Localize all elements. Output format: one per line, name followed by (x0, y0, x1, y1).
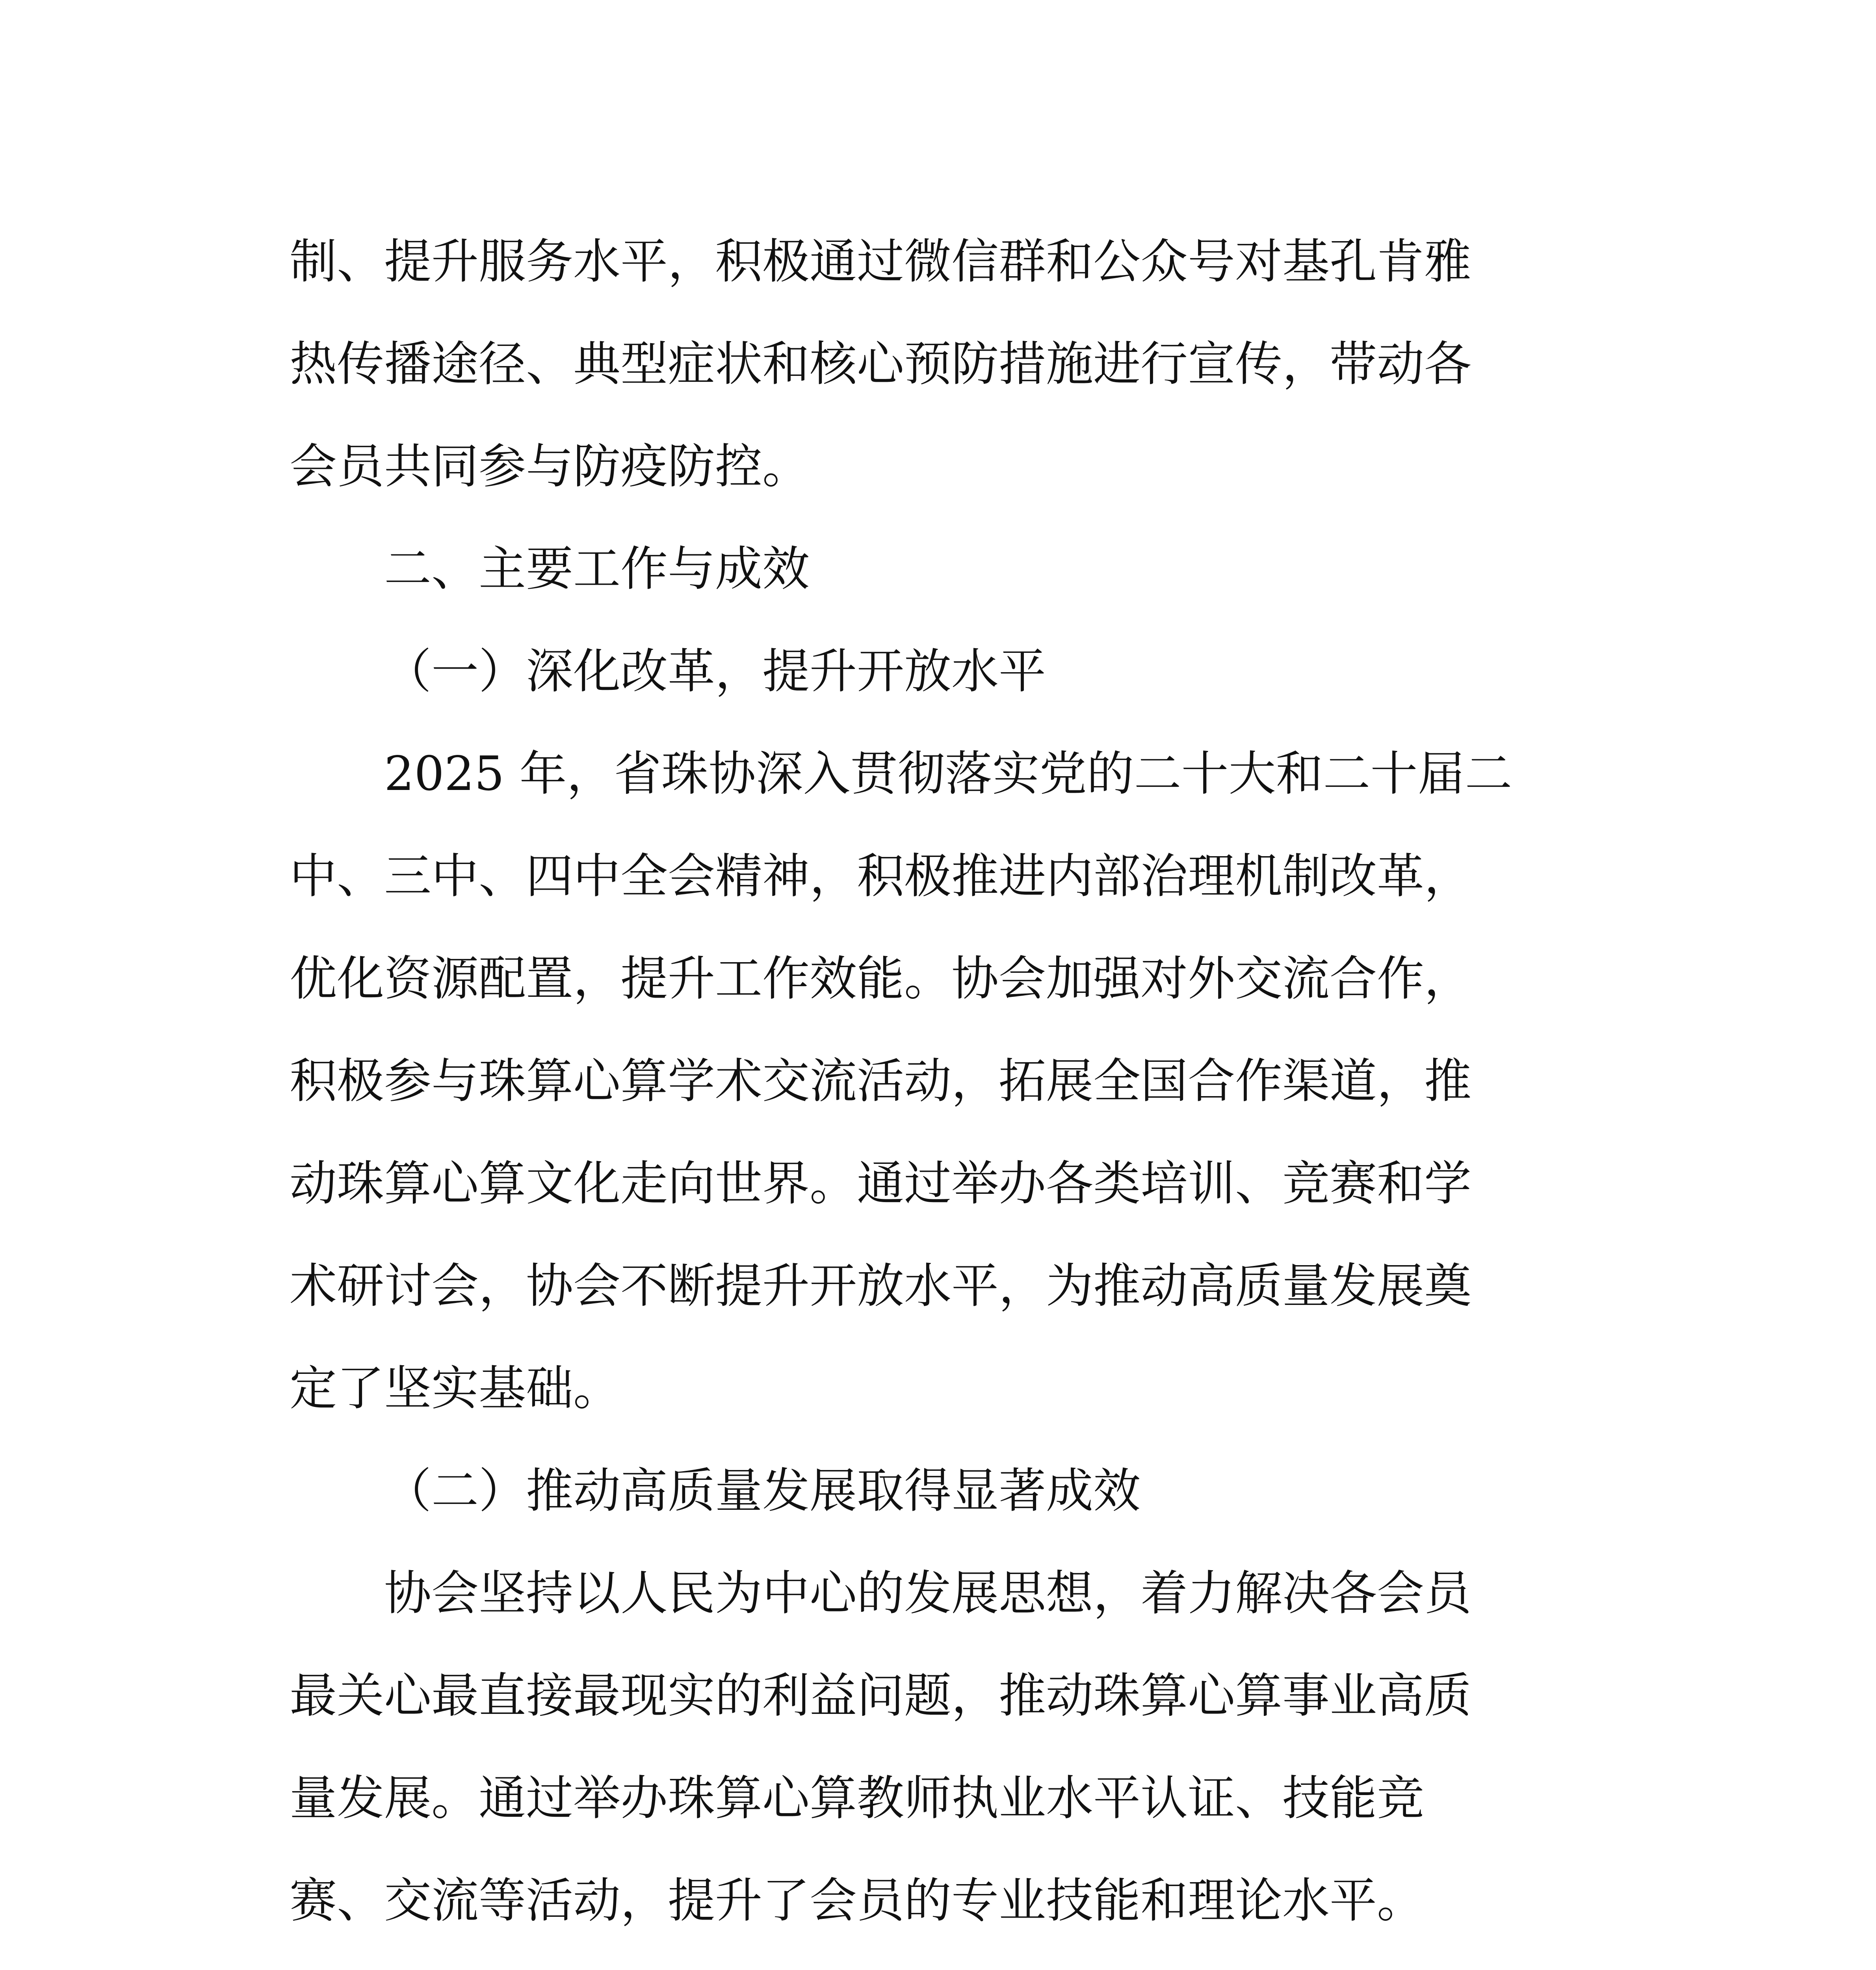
body-line: 制、提升服务水平，积极通过微信群和公众号对基孔肯雅 (290, 234, 1471, 289)
body-line: 赛、交流等活动，提升了会员的专业技能和理论水平。 (290, 1873, 1424, 1928)
subsection-heading: （二）推动高质量发展取得显著成效 (384, 1464, 1140, 1518)
body-line: 动珠算心算文化走向世界。通过举办各类培训、竞赛和学 (290, 1156, 1471, 1211)
body-line: 2025 年，省珠协深入贯彻落实党的二十大和二十届二 (384, 747, 1512, 801)
section-heading: 二、主要工作与成效 (384, 542, 810, 597)
body-line: 协会坚持以人民为中心的发展思想，着力解决各会员 (384, 1566, 1471, 1621)
subsection-heading: （一）深化改革，提升开放水平 (384, 644, 1046, 699)
body-line: 术研讨会，协会不断提升开放水平，为推动高质量发展奠 (290, 1259, 1471, 1314)
body-line: 定了坚实基础。 (290, 1361, 620, 1416)
body-line: 最关心最直接最现实的利益问题，推动珠算心算事业高质 (290, 1669, 1471, 1723)
body-line: 量发展。通过举办珠算心算教师执业水平认证、技能竞 (290, 1771, 1424, 1826)
body-line: 热传播途径、典型症状和核心预防措施进行宣传，带动各 (290, 337, 1471, 392)
body-line: 优化资源配置，提升工作效能。协会加强对外交流合作， (290, 952, 1471, 1006)
body-line: 积极参与珠算心算学术交流活动，拓展全国合作渠道，推 (290, 1054, 1471, 1109)
body-line: 中、三中、四中全会精神，积极推进内部治理机制改革， (290, 849, 1471, 904)
body-line: 会员共同参与防疫防控。 (290, 439, 810, 494)
